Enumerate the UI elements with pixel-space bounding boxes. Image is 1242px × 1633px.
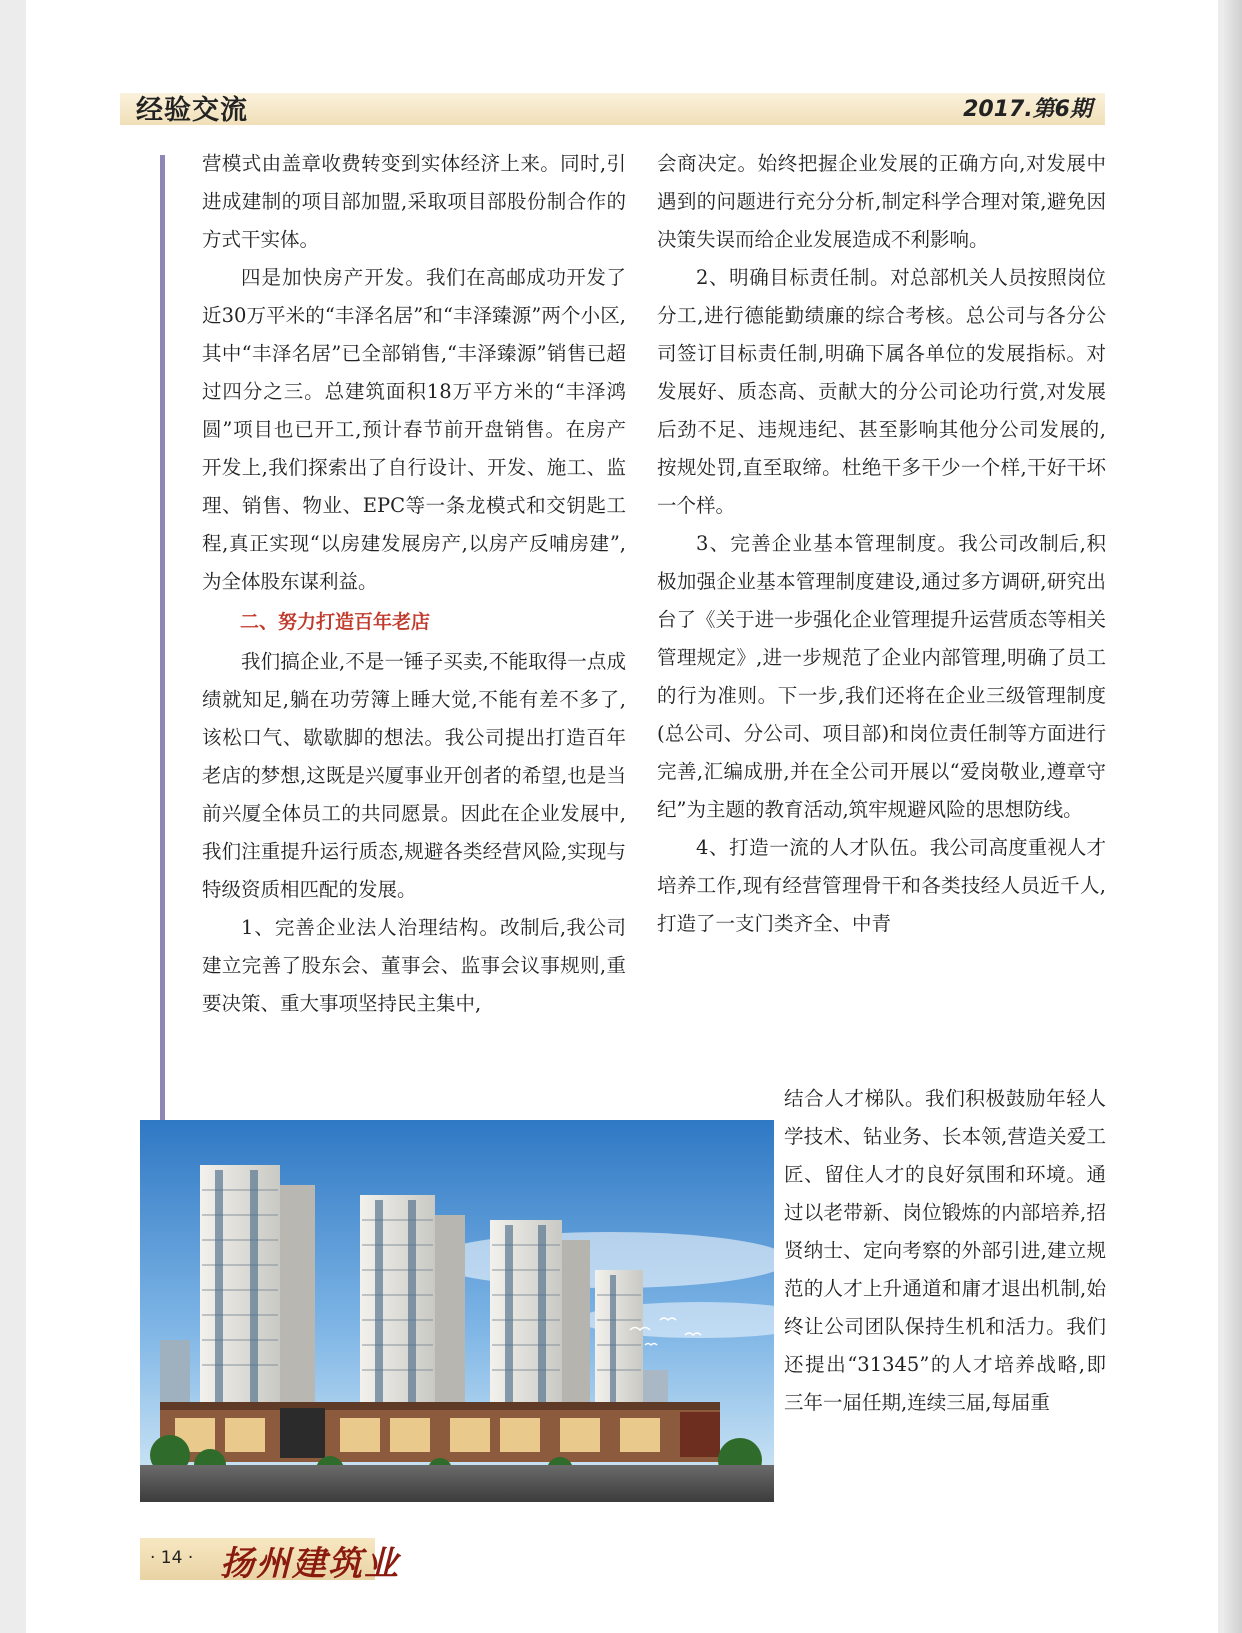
paragraph-lead: 3、完善企业基本管理制度。: [696, 532, 959, 555]
page-number: · 14 ·: [150, 1548, 194, 1568]
paragraph-body: 我们在高邮成功开发了近30万平米的“丰泽名居”和“丰泽臻源”两个小区,其中“丰泽名居”已全部销售,“丰泽臻源”销售已超过四分之三。总建筑面积18万平方米的“丰泽鸿圆”项目也已开工,预计春节前开盘销售。在房产开发上,我们探索出了自行设计、开发、施工、监理、销售、物业、EPC等一条龙模式和交钥匙工程,真正实现“以房建发展房产,以房产反哺房建”,为全体股东谋利益。: [202, 266, 626, 593]
magazine-logo: 扬州建筑业: [220, 1544, 400, 1584]
section-title: 经验交流: [136, 95, 248, 126]
paragraph: [202, 909, 626, 1023]
paragraph: [657, 829, 1106, 943]
paragraph-lead: 1、完善企业法人治理结构。: [241, 916, 500, 939]
page-edge-shadow: [1224, 0, 1242, 1633]
section-heading: 二、努力打造百年老店: [240, 611, 431, 633]
side-accent-bar: [160, 155, 165, 1127]
right-text-column-continued: [784, 1080, 1106, 1422]
paragraph: [657, 259, 1106, 525]
paragraph-body: 我公司高度重视人才培养工作,现有经营管理骨干和各类技经人员近千人,打造了一支门类齐全、中青: [657, 836, 1106, 935]
building-rendering-image: [140, 1120, 774, 1502]
paragraph-lead: 四是加快房产开发。: [241, 266, 426, 289]
header-band: [120, 93, 1105, 125]
paragraph: 会商决定。始终把握企业发展的正确方向,对发展中遇到的问题进行充分分析,制定科学合理对策,避免因决策失误而给企业发展造成不利影响。: [657, 152, 1106, 251]
paragraph: 结合人才梯队。我们积极鼓励年轻人学技术、钻业务、长本领,营造关爱工匠、留住人才的良好氛围和环境。通过以老带新、岗位锻炼的内部培养,招贤纳士、定向考察的外部引进,建立规范的人才上升通道和庸才退出机制,始终让公司团队保持生机和活力。我们还提出“31345”的人才培养战略,即三年一届任期,连续三届,每届重: [784, 1087, 1106, 1414]
paragraph: [657, 525, 1106, 829]
paragraph: [202, 259, 626, 601]
left-text-column: [202, 145, 626, 1023]
paragraph-body: 对总部机关人员按照岗位分工,进行德能勤绩廉的综合考核。总公司与各分公司签订目标责任制,明确下属各单位的发展指标。对发展好、质态高、贡献大的分公司论功行赏,对发展后劲不足、违规违纪、甚至影响其他分公司发展的,按规处罚,直至取缔。杜绝干多干少一个样,干好干坏一个样。: [657, 266, 1106, 517]
paragraph-body: 我公司改制后,积极加强企业基本管理制度建设,通过多方调研,研究出台了《关于进一步强化企业管理提升运营质态等相关管理规定》,进一步规范了企业内部管理,明确了员工的行为准则。下一步,我们还将在企业三级管理制度(总公司、分公司、项目部)和岗位责任制等方面进行完善,汇编成册,并在全公司开展以“爱岗敬业,遵章守纪”为主题的教育活动,筑牢规避风险的思想防线。: [657, 532, 1106, 821]
paragraph: 我们搞企业,不是一锤子买卖,不能取得一点成绩就知足,躺在功劳簿上睡大觉,不能有差不多了,该松口气、歇歇脚的想法。我公司提出打造百年老店的梦想,这既是兴厦事业开创者的希望,也是当前兴厦全体员工的共同愿景。因此在企业发展中,我们注重提升运行质态,规避各类经营风险,实现与特级资质相匹配的发展。: [202, 650, 626, 901]
paragraph-lead: 2、明确目标责任制。: [696, 266, 891, 289]
paragraph: 营模式由盖章收费转变到实体经济上来。同时,引进成建制的项目部加盟,采取项目部股份制合作的方式干实体。: [202, 152, 626, 251]
right-text-column: [657, 145, 1106, 943]
issue-number: 2017.第6期: [963, 97, 1092, 122]
paragraph-lead: 4、打造一流的人才队伍。: [696, 836, 930, 859]
paragraph-body: 改制后,我公司建立完善了股东会、董事会、监事会议事规则,重要决策、重大事项坚持民主集中,: [202, 916, 626, 1015]
